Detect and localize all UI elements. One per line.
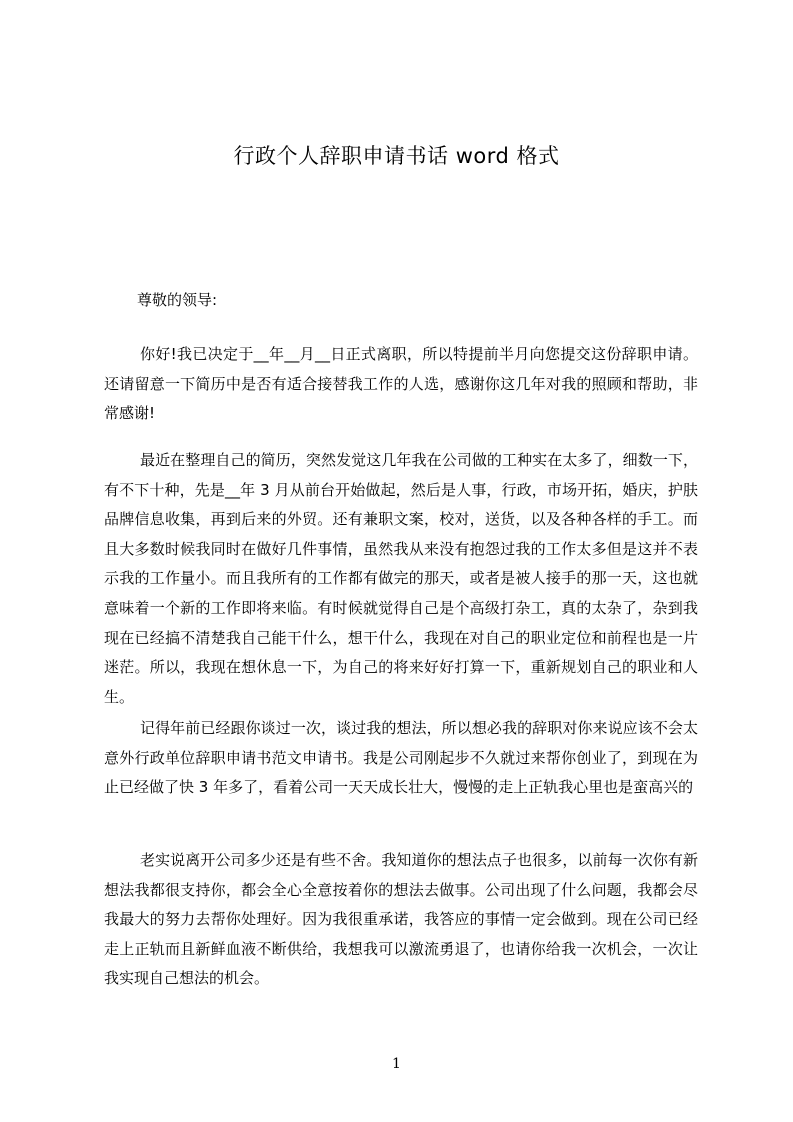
paragraph-4: 老实说离开公司多少还是有些不舍。我知道你的想法点子也很多，以前每一次你有新想法我都很支持你，都会全心全意按着你的想法去做事。公司出现了什么问题，我都会尽我最大的努力去帮你处理好。因为我很重承诺，我答应的事情一定会做到。现在公司已经走上正轨而且新鲜血液不断供给，我想我可以激流勇退了，也请你给我一次机会，一次让我实现自己想法的机会。 (104, 851, 698, 988)
salutation: 尊敬的领导: (137, 291, 218, 309)
paragraph-2: 最近在整理自己的简历，突然发觉这几年我在公司做的工种实在太多了，细数一下，有不下十种，先是__年 3 月从前台开始做起，然后是人事，行政，市场开拓，婚庆，护肤品牌信息收集，再到后来的外贸。还有兼职文案，校对，送货，以及各种各样的手工。而且大多数时候我同时在做好几件事情，虽然我从来没有抱怨过我的工作太多但是这并不表示我的工作量小。而且我所有的工作都有做完的那天，或者是被人接手的那一天，这也就意味着一个新的工作即将来临。有时候就觉得自己是个高级打杂工，真的太杂了，杂到我现在已经搞不清楚我自己能干什么，想干什么，我现在对自己的职业定位和前程也是一片迷茫。所以，我现在想休息一下，为自己的将来好好打算一下，重新规划自己的职业和人生。 (104, 451, 698, 706)
page-number: 1 (392, 1056, 401, 1072)
document-title: 行政个人辞职申请书话 word 格式 (233, 144, 560, 168)
paragraph-1: 你好!我已决定于__年__月__日正式离职，所以特提前半月向您提交这份辞职申请。还请留意一下简历中是否有适合接替我工作的人选，感谢你这几年对我的照顾和帮助，非常感谢! (104, 345, 698, 423)
paragraph-3: 记得年前已经跟你谈过一次，谈过我的想法，所以想必我的辞职对你来说应该不会太意外行政单位辞职申请书范文申请书。我是公司刚起步不久就过来帮你创业了，到现在为止已经做了快 3 年多了，看着公司一天天成长壮大，慢慢的走上正轨我心里也是蛮高兴的 (104, 719, 698, 797)
